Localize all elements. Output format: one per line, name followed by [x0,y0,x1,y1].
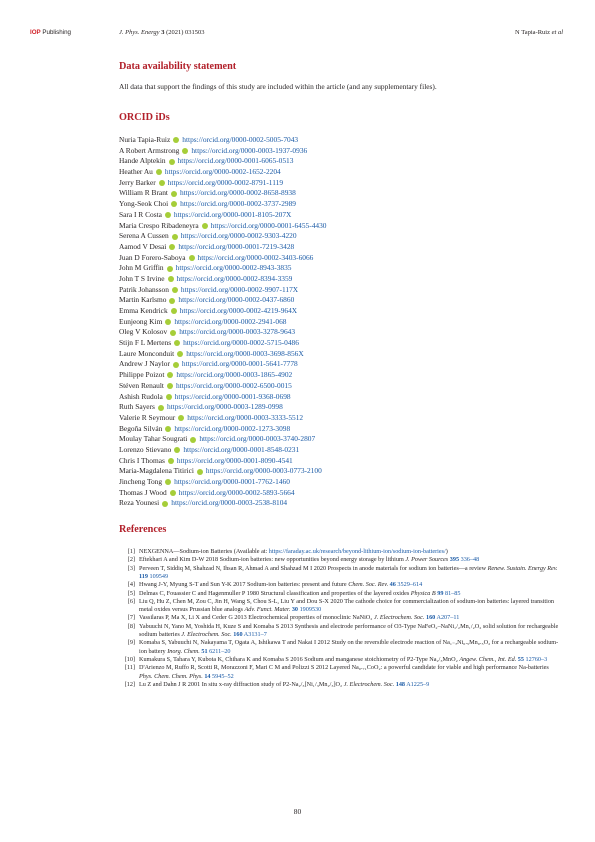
author-name: Begoña Silván [119,423,163,433]
reference-volume: 30 [291,606,299,614]
reference-doi-link[interactable] [426,614,459,621]
reference-journal: Physica B [410,589,436,597]
author-name: Chris I Thomas [119,455,165,465]
orcid-icon [165,212,171,218]
reference-doi-link[interactable] [292,606,321,613]
reference-volume: 119 [139,572,148,580]
reference-item [119,639,559,656]
orcid-link[interactable]: https://orcid.org/0000-0001-7219-3428 [178,241,295,251]
reference-body [139,548,559,556]
orcid-link[interactable]: https://orcid.org/0000-0002-1273-3098 [174,423,291,433]
orcid-icon [171,201,177,207]
orcid-entry [119,221,559,232]
orcid-icon [156,169,162,175]
reference-pages: 5945–52 [212,672,234,680]
reference-text: Delmas C, Fouassier C and Hagenmuller P 1980 Structural classification and properties of the layered oxides [139,589,411,597]
reference-doi-link[interactable] [518,656,547,663]
reference-doi-link[interactable] [390,581,422,588]
orcid-link[interactable]: https://orcid.org/0000-0001-6065-0513 [177,156,294,166]
reference-text: Kumakura S, Tahara Y, Kubota K, Chihara K and Komaba S 2016 Sodium and manganese stoichiometry of P2-Type Na₂/₃MnO₂ [139,655,460,663]
author-name: Maria Crespo Ribadeneyra [119,220,199,230]
reference-number: [7] [127,614,135,622]
reference-item [119,565,559,582]
orcid-entry [119,327,559,338]
reference-journal: J. Electrochem. Soc. [373,614,425,622]
reference-journal: J. Electrochem. Soc. [343,680,395,688]
reference-body [139,581,559,589]
reference-pages: 336–48 [460,556,480,564]
orcid-entry [119,434,559,445]
reference-body [139,614,559,622]
reference-text: Perveen T, Siddiq M, Shahzad N, Ihsan R, Ahmad A and Shahzad M I 2020 Prospects in anode materials for sodium ion batteries—a review [139,564,488,572]
author-name: Andrew J Naylor [119,359,170,369]
orcid-icon [158,405,164,411]
main-content [119,61,559,689]
author-name: Ashish Rudola [119,391,163,401]
orcid-entry [119,199,559,210]
reference-doi-link[interactable] [437,590,460,597]
reference-item [119,590,559,598]
reference-number: [4] [127,581,135,589]
reference-doi-link[interactable] [204,673,233,680]
orcid-link[interactable]: https://orcid.org/0000-0002-5715-0486 [183,338,299,348]
reference-pages: 109549 [149,572,169,580]
orcid-icon [174,447,180,453]
reference-journal: Inorg. Chem. [167,647,200,655]
author-name: A Robert Armstrong [119,145,180,155]
reference-link[interactable]: https://faraday.ac.uk/research/beyond-lithium-ion/sodium-ion-batteries/ [268,548,446,556]
reference-number: [1] [127,548,135,556]
orcid-link[interactable]: https://orcid.org/0000-0001-8105-207X [173,209,292,219]
reference-pages: 12760–3 [525,655,548,663]
orcid-entry [119,445,559,456]
reference-volume: 55 [517,655,524,663]
reference-journal: Angew. Chem., Int. Ed. [459,655,517,663]
reference-number: [5] [127,589,135,597]
reference-body [139,639,559,656]
reference-journal: Phys. Chem. Chem. Phys. [139,672,203,680]
orcid-icon [167,372,173,378]
orcid-icon [159,180,165,186]
reference-item [119,681,559,689]
author-name: Lorenzo Stievano [119,444,172,454]
references-list [119,548,559,689]
orcid-icon [170,330,176,336]
orcid-link[interactable]: https://orcid.org/0000-0001-8090-4541 [176,455,293,465]
orcid-link[interactable]: https://orcid.org/0000-0002-3737-2989 [180,199,297,209]
running-header [0,29,595,39]
author-name: Ruth Sayers [119,402,155,412]
reference-doi-link[interactable] [201,648,230,655]
journal-name: J. Phys. Energy [119,29,160,36]
author-name: William R Brant [119,188,168,198]
reference-number: [3] [127,564,135,572]
orcid-icon [174,340,180,346]
orcid-entry [119,242,559,253]
orcid-link[interactable]: https://orcid.org/0000-0003-1289-0998 [166,402,283,412]
reference-item [119,548,559,556]
author-name: Hande Alptekin [119,156,166,166]
orcid-icon [178,415,184,421]
reference-item [119,556,559,564]
author-name: Juan D Forero-Saboya [119,252,186,262]
orcid-link[interactable]: https://orcid.org/0000-0003-1937-0936 [191,145,308,155]
reference-volume: 51 [201,647,208,655]
orcid-icon [173,137,179,143]
orcid-link[interactable]: https://orcid.org/0000-0003-3278-9643 [179,327,296,337]
orcid-entry [119,306,559,317]
iop-logo-text: IOP [30,29,41,36]
orcid-entry [119,488,559,499]
orcid-entry [119,167,559,178]
reference-journal: Chem. Soc. Rev. [348,581,389,589]
orcid-link[interactable]: https://orcid.org/0000-0002-4219-964X [179,306,298,315]
reference-item [119,664,559,681]
reference-pages: 1909530 [299,606,322,614]
orcid-icon [169,244,175,250]
orcid-entry [119,210,559,221]
orcid-link[interactable]: https://orcid.org/0000-0002-8791-1119 [167,177,284,187]
orcid-entry [119,253,559,264]
orcid-icon [165,426,171,432]
orcid-entry [119,231,559,242]
reference-number: [10] [124,655,135,663]
author-name: Martin Karlsmo [119,295,167,305]
reference-after: ) [445,548,448,556]
reference-text: Yabuuchi N, Yano M, Yoshida H, Kuze S and Komaba S 2013 Synthesis and electrode performance of O3-Type NaFeO₂–NaNi₁/₂Mn₁/₂O₂ solid solution for rechargeable sodium batteries [139,622,559,639]
orcid-link[interactable]: https://orcid.org/0000-0002-3403-6066 [197,252,314,262]
orcid-link[interactable]: https://orcid.org/0000-0002-5893-5664 [178,487,295,497]
reference-body [139,598,559,615]
orcid-icon [173,362,179,368]
orcid-icon [172,234,178,240]
orcid-entry [119,135,559,146]
reference-pages: 81–85 [444,589,461,597]
author-name: Yong-Seok Choi [119,199,169,209]
reference-number: [2] [127,556,135,564]
author-name: Maria-Magdalena Titirici [119,466,194,476]
journal-citation [119,29,205,36]
reference-volume: 160 [233,631,243,639]
orcid-entry [119,456,559,467]
page-number: 80 [293,807,302,816]
author-name: Emma Kendrick [119,306,168,315]
author-name: Stéven Renault [119,380,164,390]
author-name: Serena A Cussen [119,231,169,241]
author-name: Valerie R Seymour [119,412,176,422]
reference-volume: 14 [204,672,211,680]
reference-body [139,565,559,582]
references-heading: References [119,524,167,536]
orcid-icon [189,255,195,261]
author-name: Stijn F L Mertens [119,338,172,348]
reference-doi-link[interactable] [450,556,479,563]
reference-item [119,581,559,589]
orcid-link[interactable]: https://orcid.org/0000-0002-1652-2204 [164,167,281,177]
author-name: Thomas J Wood [119,487,167,497]
orcid-icon [182,148,188,154]
orcid-link[interactable]: https://orcid.org/0000-0002-0437-6860 [178,295,295,305]
orcid-icon [165,479,171,485]
publisher-name: Publishing [42,29,71,36]
data-availability-text: All data that support the findings of this study are included within the article (and any supplementary files). [119,82,437,91]
reference-item [119,598,559,615]
orcid-icon [202,223,208,229]
orcid-heading: ORCID iDs [119,112,170,123]
reference-body [139,556,559,564]
orcid-link[interactable]: https://orcid.org/0000-0001-9368-0698 [174,391,291,401]
author-name: Reza Younesi [119,498,160,508]
reference-doi-link[interactable] [396,681,430,688]
orcid-entry [119,370,559,381]
author-name: John T S Irvine [119,273,165,283]
orcid-icon [165,319,171,325]
reference-doi-link[interactable] [233,631,267,638]
orcid-entry [119,498,559,509]
journal-volume: 3 [161,29,165,36]
reference-text: D'Arienzo M, Ruffo R, Scotti R, Morazzoni F, Mari C M and Polizzi S 2012 Layered Na₀.₇₁CoO₂: a powerful candidate for viable and high performance Na-batteries [139,664,549,672]
reference-text: Vassilaras P, Ma X, Li X and Ceder G 2013 Electrochemical properties of monoclinic NaNiO₂ [139,614,374,622]
orcid-entry [119,413,559,424]
reference-body [139,681,559,689]
orcid-entry [119,146,559,157]
orcid-link[interactable]: https://orcid.org/0000-0002-2941-068 [174,316,287,326]
first-author: N Tapia-Ruiz [515,29,550,36]
reference-journal: J. Electrochem. Soc. [181,631,232,639]
orcid-entry [119,263,559,274]
orcid-icon [171,308,177,314]
orcid-icon [171,191,177,197]
reference-doi-link[interactable] [139,573,168,580]
orcid-link[interactable]: https://orcid.org/0000-0002-8658-8938 [179,188,296,198]
orcid-link[interactable]: https://orcid.org/0000-0002-9303-4220 [180,231,297,241]
orcid-icon [172,287,178,293]
orcid-icon [168,276,174,282]
orcid-icon [167,266,173,272]
orcid-entry [119,392,559,403]
author-name: Laure Monconduit [119,348,175,358]
reference-journal: Renew. Sustain. Energy Rev. [487,564,558,572]
orcid-entry [119,338,559,349]
reference-pages: A1225–9 [406,680,430,688]
author-name: Sara I R Costa [119,209,162,219]
orcid-icon [169,298,175,304]
author-name: Patrik Johansson [119,284,169,294]
reference-volume: 99 [437,589,444,597]
author-name: Nuria Tapia-Ruiz [119,135,171,144]
orcid-entry [119,359,559,370]
orcid-entry [119,424,559,435]
orcid-link[interactable]: https://orcid.org/0000-0001-6455-4430 [210,220,327,230]
reference-text: Lu Z and Dahn J R 2001 In situ x-ray diffraction study of P2-Na₂/₃[Ni₁/₃Mn₂/₃]O₂ [139,680,344,688]
author-name: Aamod V Desai [119,241,167,251]
author-name: Philippe Poizot [119,370,165,380]
orcid-entry [119,285,559,296]
reference-volume: 395 [449,556,460,564]
author-name: Jerry Barker [119,177,156,187]
author-name: Eunjeong Kim [119,316,163,326]
reference-number: [8] [127,622,135,630]
orcid-link[interactable]: https://orcid.org/0000-0003-3740-2807 [199,434,316,444]
orcid-list [119,135,559,509]
reference-number: [11] [124,664,135,672]
reference-text: NEXGENNA—Sodium-ion Batteries (Available at: [139,548,269,556]
orcid-icon [177,351,183,357]
data-availability-heading: Data availability statement [119,61,237,72]
reference-journal: Adv. Funct. Mater. [244,606,291,614]
orcid-entry [119,295,559,306]
orcid-link[interactable]: https://orcid.org/0000-0002-6500-0015 [175,380,292,390]
orcid-icon [166,394,172,400]
author-name: Jincheng Tong [119,477,163,486]
reference-journal: J. Power Sources [405,556,449,564]
reference-text: Komaba S, Yabuuchi N, Nakayama T, Ogata A, Ishikawa T and Nakai I 2012 Study on the reversible electrode reaction of Na₁₋ₓNi₀.₅Mn₀.₅O₂ for a rechargeable sodium-ion battery [139,639,559,655]
orcid-icon [170,490,176,496]
reference-item [119,623,559,640]
reference-text: Hwang J-Y, Myung S-T and Sun Y-K 2017 Sodium-ion batteries: present and future [139,581,349,589]
orcid-link[interactable]: https://orcid.org/0000-0001-8548-0231 [183,444,300,454]
reference-item [119,656,559,664]
orcid-entry [119,156,559,167]
orcid-link[interactable]: https://orcid.org/0000-0003-3698-856X [186,348,304,358]
reference-number: [9] [127,639,135,647]
reference-item [119,614,559,622]
reference-body [139,623,559,640]
reference-text: Liu Q, Hu Z, Chen M, Zou C, Jin H, Wang S, Chou S-L, Liu Y and Dou S-X 2020 The cathode choice for commercialization of sodium-ion batteries: layered transition metal oxides versus Prussian blue analogs [139,597,555,614]
orcid-link[interactable]: https://orcid.org/0000-0003-3333-5512 [187,412,304,422]
reference-volume: 46 [389,581,396,589]
reference-text: Eftekhari A and Kim D-W 2018 Sodium-ion batteries: new opportunities beyond energy storage by lithium [139,556,406,564]
orcid-icon [190,437,196,443]
reference-pages: A207–11 [436,614,460,622]
reference-number: [12] [124,680,135,688]
publisher-logo [30,29,71,36]
journal-year-article: (2021) 031503 [166,29,205,36]
orcid-link[interactable]: https://orcid.org/0000-0001-5641-7778 [181,359,298,369]
orcid-entry [119,188,559,199]
orcid-icon [162,501,168,507]
reference-pages: 6211–20 [209,647,231,655]
reference-body [139,656,559,664]
orcid-link[interactable]: https://orcid.org/0000-0002-5005-7043 [182,135,299,144]
reference-volume: 160 [425,614,436,622]
running-authors [515,29,563,36]
orcid-link[interactable]: https://orcid.org/0000-0003-2538-8104 [171,498,288,508]
et-al: et al [551,29,563,36]
orcid-entry [119,349,559,360]
orcid-entry [119,466,559,477]
orcid-icon [169,159,175,165]
orcid-link[interactable]: https://orcid.org/0000-0002-9907-117X [180,284,299,294]
orcid-entry [119,317,559,328]
orcid-link[interactable]: https://orcid.org/0000-0003-0773-2100 [205,466,322,476]
orcid-entry [119,381,559,392]
orcid-entry [119,178,559,189]
reference-volume: 148 [395,680,405,688]
reference-number: [6] [127,597,135,605]
reference-pages: A3131–7 [243,631,267,639]
orcid-icon [167,383,173,389]
author-name: Heather Au [119,167,153,177]
orcid-entry [119,274,559,285]
orcid-icon [168,458,174,464]
author-name: Moulay Tahar Sougrati [119,434,188,444]
orcid-entry [119,402,559,413]
orcid-icon [197,469,203,475]
orcid-link[interactable]: https://orcid.org/0000-0002-8394-3359 [176,273,293,283]
reference-pages: 3529–614 [397,581,423,589]
reference-body [139,590,559,598]
orcid-entry [119,477,559,488]
author-name: Oleg V Kolosov [119,327,168,337]
orcid-link[interactable]: https://orcid.org/0000-0001-7762-1460 [174,477,290,486]
orcid-link[interactable]: https://orcid.org/0000-0002-8943-3835 [175,263,292,273]
reference-body [139,664,559,681]
author-name: John M Griffin [119,263,164,273]
orcid-link[interactable]: https://orcid.org/0000-0003-1865-4902 [176,370,293,380]
